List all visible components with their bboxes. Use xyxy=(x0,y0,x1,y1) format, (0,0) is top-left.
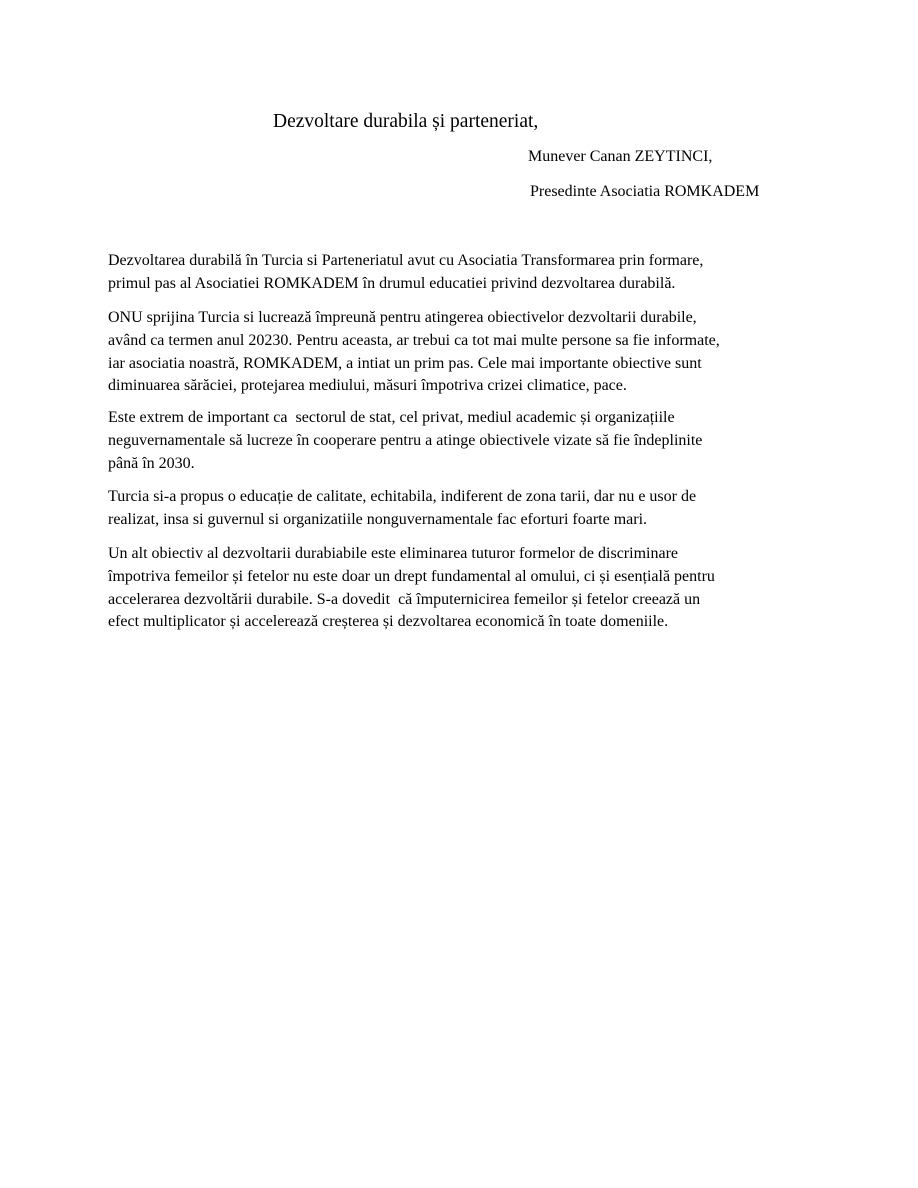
text-line: având ca termen anul 20230. Pentru aceasta, ar trebui ca tot mai multe persone sa fie informate, xyxy=(108,331,720,349)
text-line: până în 2030. xyxy=(108,454,195,472)
text-line: neguvernamentale să lucreze în cooperare pentru a atinge obiectivele vizate să fie îndeplinite xyxy=(108,431,703,449)
paragraph-intro xyxy=(108,250,808,296)
paragraph-education xyxy=(108,486,808,532)
text-line: Un alt obiectiv al dezvoltarii durabiabile este eliminarea tuturor formelor de discriminare xyxy=(108,545,678,562)
text-line: Dezvoltarea durabilă în Turcia si Parteneriatul avut cu Asociatia Transformarea prin formare, xyxy=(108,252,704,269)
text-line: accelerarea dezvoltării durabile. S-a dovedit că împuternicirea femeilor și fetelor creează un xyxy=(108,590,701,608)
text-line: Este extrem de important ca sectorul de stat, cel privat, mediul academic și organizațiile xyxy=(108,409,675,426)
text-line: împotriva femeilor și fetelor nu este doar un drept fundamental al omului, ci și esențială pentru xyxy=(108,567,715,585)
author-role: Presedinte Asociatia ROMKADEM xyxy=(530,183,760,200)
author-name: Munever Canan ZEYTINCI, xyxy=(528,148,713,165)
paragraph-gender-equality xyxy=(108,543,808,634)
text-line: Turcia si-a propus o educație de calitate, echitabila, indiferent de zona tarii, dar nu e usor de xyxy=(108,488,697,505)
text-line: diminuarea sărăciei, protejarea mediului, măsuri împotriva crizei climatice, pace. xyxy=(108,377,627,395)
paragraph-cooperation xyxy=(108,407,808,475)
text-line: primul pas al Asociatiei ROMKADEM în drumul educatiei privind dezvoltarea durabilă. xyxy=(108,274,676,292)
paragraph-onu xyxy=(108,307,808,398)
text-line: realizat, insa si guvernul si organizatiile nonguvernamentale fac eforturi foarte mari. xyxy=(108,510,648,528)
document-title: Dezvoltare durabila și parteneriat, xyxy=(273,111,539,132)
text-line: efect multiplicator și accelerează creșterea și dezvoltarea economică în toate domeniile. xyxy=(108,613,669,631)
text-line: iar asociatia noastră, ROMKADEM, a intiat un prim pas. Cele mai importante obiective sunt xyxy=(108,354,702,372)
text-line: ONU sprijina Turcia si lucrează împreună pentru atingerea obiectivelor dezvoltarii durabile, xyxy=(108,309,697,326)
